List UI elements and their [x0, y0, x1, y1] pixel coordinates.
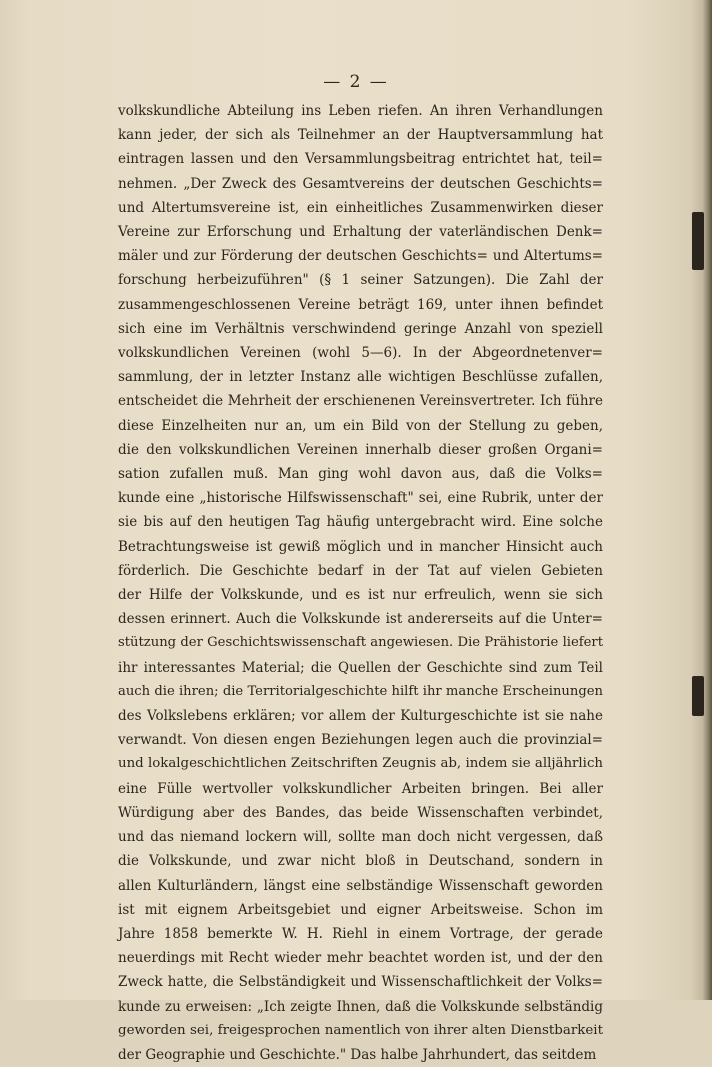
text-line: forschung herbeizuführen" (§ 1 seiner Satzungen). Die Zahl der	[118, 272, 603, 289]
page-edge-shadow	[702, 0, 712, 1000]
text-line: Betrachtungsweise ist gewiß möglich und in mancher Hinsicht auch	[118, 538, 603, 555]
text-line: diese Einzelheiten nur an, um ein Bild von der Stellung zu geben,	[118, 417, 603, 434]
text-line: sich eine im Verhältnis verschwindend geringe Anzahl von speziell	[118, 320, 603, 337]
text-line: stützung der Geschichtswissenschaft angewiesen. Die Prähistorie liefert	[118, 635, 603, 651]
text-line: und lokalgeschichtlichen Zeitschriften Zeugnis ab, indem sie alljährlich	[118, 756, 603, 772]
text-line: sammlung, der in letzter Instanz alle wichtigen Beschlüsse zufallen,	[118, 369, 603, 386]
text-line: geworden sei, freigesprochen namentlich von ihrer alten Dienstbarkeit	[118, 1022, 603, 1038]
text-line: Würdigung aber des Bandes, das beide Wissenschaften verbindet,	[118, 804, 603, 821]
text-line: volkskundliche Abteilung ins Leben riefen. An ihren Verhandlungen	[118, 103, 603, 119]
text-line: volkskundlichen Vereinen (wohl 5—6). In der Abgeordnetenver=	[118, 345, 603, 362]
text-line: nehmen. „Der Zweck des Gesamtvereins der deutschen Geschichts=	[118, 175, 603, 192]
text-line: Vereine zur Erforschung und Erhaltung der vaterländischen Denk=	[118, 224, 603, 241]
text-line: und das niemand lockern will, sollte man doch nicht vergessen, daß	[118, 829, 603, 846]
text-line: die den volkskundlichen Vereinen innerhalb dieser großen Organi=	[118, 441, 603, 458]
text-line: zusammengeschlossenen Vereine beträgt 169, unter ihnen befindet	[118, 296, 603, 313]
text-line: die Volkskunde, und zwar nicht bloß in Deutschand, sondern in	[118, 853, 603, 870]
text-line: der Hilfe der Volkskunde, und es ist nur erfreulich, wenn sie sich	[118, 587, 603, 604]
text-line: eintragen lassen und den Versammlungsbeitrag entrichtet hat, teil=	[118, 151, 603, 168]
text-line: ihr interessantes Material; die Quellen der Geschichte sind zum Teil	[118, 659, 603, 676]
text-line: allen Kulturländern, längst eine selbständige Wissenschaft geworden	[118, 877, 603, 894]
text-line: ist mit eignem Arbeitsgebiet und eigner Arbeitsweise. Schon im	[118, 901, 603, 918]
text-line: entscheidet die Mehrheit der erschienenen Vereinsvertreter. Ich führe	[118, 393, 603, 410]
text-line: auch die ihren; die Territorialgeschichte hilft ihr manche Erscheinungen	[118, 683, 603, 699]
text-line: der Geographie und Geschichte." Das halbe Jahrhundert, das seitdem	[118, 1046, 597, 1063]
text-line: mäler und zur Förderung der deutschen Geschichts= und Altertums=	[118, 248, 603, 265]
binding-mark-top	[692, 212, 704, 270]
text-line: und Altertumsvereine ist, ein einheitliches Zusammenwirken dieser	[118, 199, 603, 216]
text-line: sation zufallen muß. Man ging wohl davon aus, daß die Volks=	[118, 466, 603, 483]
text-line: Zweck hatte, die Selbständigkeit und Wissenschaftlichkeit der Volks=	[118, 974, 603, 991]
page-number: — 2 —	[323, 72, 389, 92]
text-line: eine Fülle wertvoller volkskundlicher Arbeiten bringen. Bei aller	[118, 780, 603, 797]
text-line: förderlich. Die Geschichte bedarf in der Tat auf vielen Gebieten	[118, 562, 603, 579]
text-line: kunde eine „historische Hilfswissenschaft" sei, eine Rubrik, unter der	[118, 490, 603, 507]
text-line: kann jeder, der sich als Teilnehmer an der Hauptversammlung hat	[118, 127, 603, 144]
text-line: kunde zu erweisen: „Ich zeigte Ihnen, daß die Volkskunde selbständig	[118, 998, 603, 1015]
text-line: des Volkslebens erklären; vor allem der Kulturgeschichte ist sie nahe	[118, 708, 603, 725]
text-line: neuerdings mit Recht wieder mehr beachtet worden ist, und der den	[118, 950, 603, 967]
body-text	[118, 99, 603, 1067]
text-line: dessen erinnert. Auch die Volkskunde ist andererseits auf die Unter=	[118, 611, 603, 628]
text-line: sie bis auf den heutigen Tag häufig untergebracht wird. Eine solche	[118, 514, 603, 531]
text-line: Jahre 1858 bemerkte W. H. Riehl in einem Vortrage, der gerade	[118, 925, 603, 942]
binding-mark-bottom	[692, 676, 704, 716]
text-line: verwandt. Von diesen engen Beziehungen legen auch die provinzial=	[118, 732, 603, 749]
